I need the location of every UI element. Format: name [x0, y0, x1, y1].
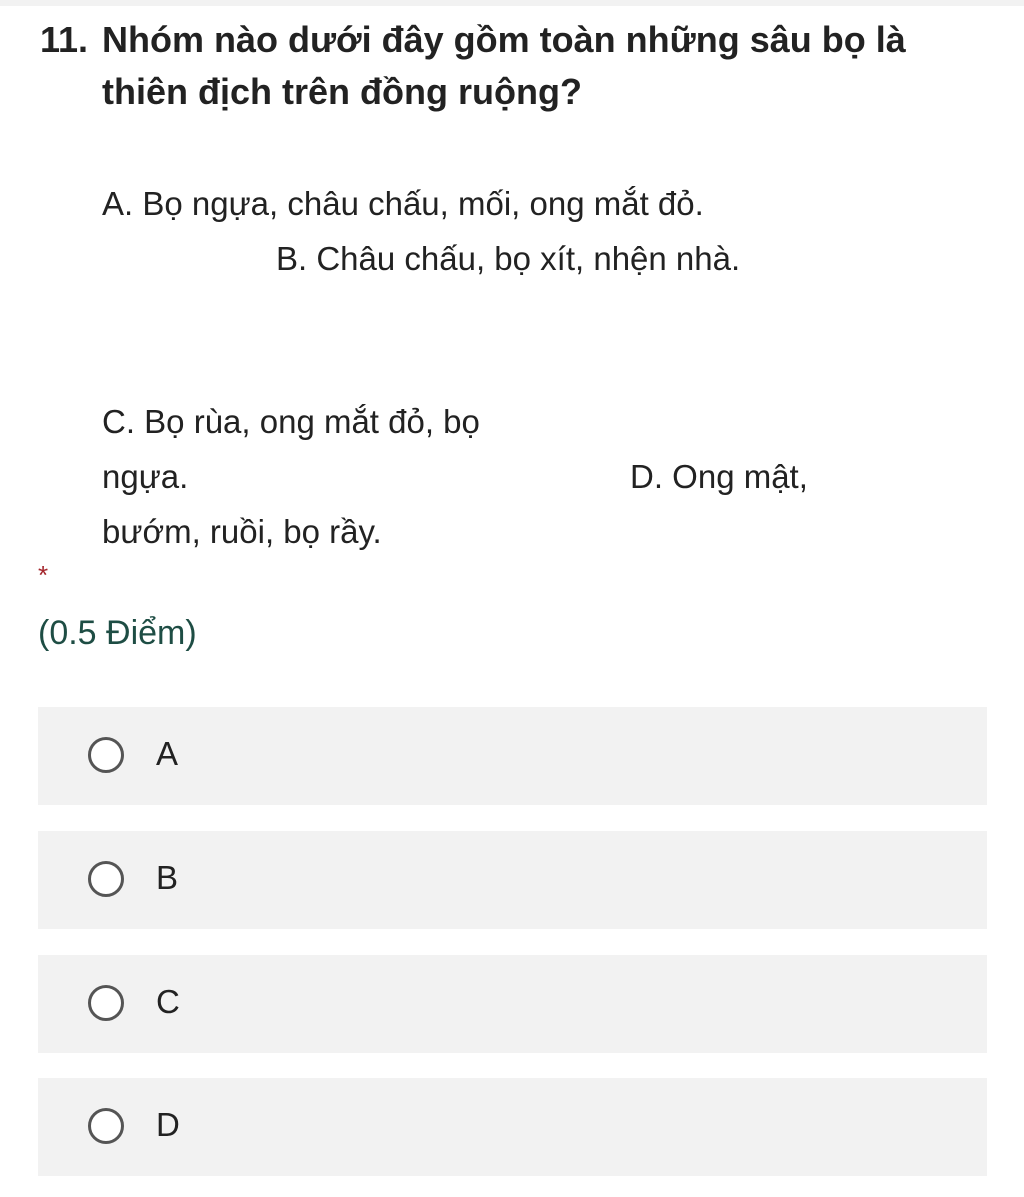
question-number: 11.	[40, 19, 89, 60]
top-divider	[0, 0, 1024, 6]
radio-icon[interactable]	[88, 861, 124, 897]
option-a-text: A. Bọ ngựa, châu chấu, mối, ong mắt đỏ.	[102, 185, 704, 222]
choice-label: B	[156, 859, 179, 896]
choice-label: A	[156, 735, 179, 772]
option-c-text-line1: C. Bọ rùa, ong mắt đỏ, bọ	[102, 403, 480, 440]
points-label: (0.5 Điểm)	[38, 614, 197, 652]
option-b-text: B. Châu chấu, bọ xít, nhện nhà.	[276, 240, 741, 277]
choice-a[interactable]	[38, 707, 987, 805]
option-c-text-line2: ngựa.	[102, 458, 189, 495]
required-mark: *	[38, 560, 49, 590]
question-title: Nhóm nào dưới đây gồm toàn những sâu bọ là thiên địch trên đồng ruộng?	[102, 19, 906, 112]
option-d-text-line2: bướm, ruồi, bọ rầy.	[102, 513, 382, 550]
radio-icon[interactable]	[88, 1108, 124, 1144]
choice-label: C	[156, 983, 180, 1020]
choice-d[interactable]	[38, 1078, 987, 1176]
choice-label: D	[156, 1106, 180, 1143]
radio-icon[interactable]	[88, 737, 124, 773]
choice-c[interactable]	[38, 955, 987, 1053]
radio-icon[interactable]	[88, 985, 124, 1021]
option-d-text-line1: D. Ong mật,	[630, 458, 808, 495]
choice-b[interactable]	[38, 831, 987, 929]
